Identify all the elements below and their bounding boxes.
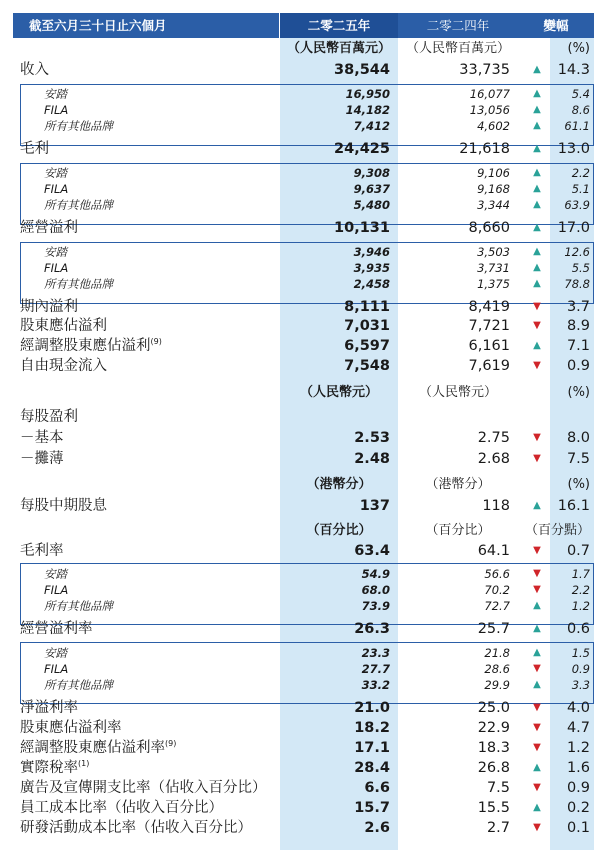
- row-label-text: 每股中期股息: [20, 498, 107, 514]
- triangle-up-icon: ▲: [533, 679, 541, 690]
- triangle-up-icon: ▲: [533, 199, 541, 210]
- value-2024: 7,619: [468, 358, 510, 374]
- row-label-adj_margin: [20, 738, 176, 758]
- row-label-op_margin: [20, 619, 93, 639]
- value-change: 0.9: [566, 358, 590, 374]
- value-2024: 2.68: [477, 451, 510, 467]
- value-2025: 18.2: [354, 720, 390, 736]
- row-label-ad_ratio: [20, 778, 267, 798]
- value-change: 8.0: [566, 430, 590, 446]
- table-row: [0, 541, 602, 561]
- triangle-down-icon: ▼: [533, 360, 541, 371]
- triangle-down-icon: ▼: [533, 722, 541, 733]
- row-label-text: 員工成本比率（佔收入百分比）: [20, 800, 223, 816]
- value-2024: 7,721: [468, 318, 510, 334]
- triangle-down-icon: ▼: [533, 584, 541, 595]
- triangle-up-icon: ▲: [533, 647, 541, 658]
- unit-row-percent: [0, 521, 602, 541]
- triangle-up-icon: ▲: [533, 104, 541, 115]
- triangle-up-icon: ▲: [533, 143, 541, 154]
- value-2024: 70.2: [484, 583, 510, 597]
- value-change: 0.7: [566, 543, 590, 559]
- unit-2025: （百分比）: [306, 523, 372, 538]
- header-change: 變幅: [518, 13, 594, 38]
- value-2025: 21.0: [354, 700, 390, 716]
- row-label-text: 每股盈利: [20, 409, 78, 425]
- triangle-down-icon: ▼: [533, 545, 541, 556]
- triangle-down-icon: ▼: [533, 320, 541, 331]
- row-label-text: 股東應佔溢利率: [20, 720, 122, 736]
- value-2025: 16,950: [345, 87, 390, 101]
- row-label-text: 股東應佔溢利: [20, 318, 107, 334]
- row-label-gp_margin: [20, 541, 64, 561]
- row-label-eps_diluted: [20, 449, 64, 469]
- value-2025: 3,946: [353, 245, 390, 259]
- unit-2025: （港幣分）: [306, 477, 372, 492]
- unit-2024: （人民幣百萬元）: [405, 41, 510, 56]
- row-label-text: 所有其他品牌: [44, 277, 113, 291]
- table-row: [0, 818, 602, 838]
- table-row: [0, 102, 602, 118]
- value-2025: 38,544: [334, 62, 390, 78]
- value-2024: 2.7: [486, 820, 510, 836]
- value-2024: 29.9: [484, 678, 510, 692]
- value-2025: 73.9: [361, 599, 390, 613]
- row-label-revenue_anta: [44, 86, 67, 102]
- value-2025: 2.53: [354, 430, 390, 446]
- value-change: 12.6: [564, 245, 590, 259]
- footnote-ref: (1): [78, 759, 90, 769]
- table-row: [0, 598, 602, 614]
- value-2025: 23.3: [361, 646, 390, 660]
- value-change: 3.3: [571, 678, 590, 692]
- row-label-gross_profit: [20, 139, 49, 159]
- triangle-down-icon: ▼: [533, 742, 541, 753]
- value-change: 7.1: [566, 338, 590, 354]
- value-2025: 14,182: [345, 103, 390, 117]
- table-row: [0, 165, 602, 181]
- value-change: 4.0: [566, 700, 590, 716]
- value-2025: 17.1: [354, 740, 390, 756]
- footnote-ref: (9): [165, 739, 177, 749]
- triangle-up-icon: ▲: [533, 278, 541, 289]
- value-2024: 3,344: [477, 198, 510, 212]
- table-row: [0, 276, 602, 292]
- value-change: 14.3: [557, 62, 590, 78]
- triangle-up-icon: ▲: [533, 183, 541, 194]
- value-change: 1.2: [566, 740, 590, 756]
- row-label-text: 淨溢利率: [20, 700, 78, 716]
- value-change: 63.9: [564, 198, 590, 212]
- row-label-text: 所有其他品牌: [44, 599, 113, 613]
- value-change: 5.4: [571, 87, 590, 101]
- value-2024: 28.6: [484, 662, 510, 676]
- table-row: [0, 244, 602, 260]
- footnote-ref: (9): [150, 337, 162, 347]
- row-label-text: 安踏: [44, 245, 67, 259]
- value-2024: 7.5: [486, 780, 510, 796]
- value-2024: 3,731: [477, 261, 510, 275]
- row-label-text: 實際稅率: [20, 760, 78, 776]
- row-label-text: －基本: [20, 430, 64, 446]
- row-label-opm_anta: [44, 645, 67, 661]
- row-label-adj_profit: [20, 336, 162, 356]
- value-2024: 9,106: [477, 166, 510, 180]
- row-label-eps_basic: [20, 428, 64, 448]
- row-label-text: 安踏: [44, 166, 67, 180]
- unit-2024: （人民幣元）: [418, 385, 497, 400]
- value-2024: 118: [482, 498, 510, 514]
- triangle-down-icon: ▼: [533, 568, 541, 579]
- value-2024: 9,168: [477, 182, 510, 196]
- value-2025: 7,031: [344, 318, 390, 334]
- triangle-up-icon: ▲: [533, 222, 541, 233]
- row-label-opm_other: [44, 677, 113, 693]
- value-2025: 9,308: [353, 166, 390, 180]
- triangle-down-icon: ▼: [533, 702, 541, 713]
- value-change: 78.8: [564, 277, 590, 291]
- table-row: [0, 758, 602, 778]
- value-change: 61.1: [564, 119, 590, 133]
- value-change: 8.9: [566, 318, 590, 334]
- triangle-up-icon: ▲: [533, 600, 541, 611]
- value-change: 0.1: [566, 820, 590, 836]
- unit-2025: （人民幣元）: [299, 385, 378, 400]
- triangle-up-icon: ▲: [533, 262, 541, 273]
- value-change: 3.7: [566, 299, 590, 315]
- unit-2024: （百分比）: [425, 523, 491, 538]
- value-2024: 16,077: [469, 87, 510, 101]
- value-2024: 22.9: [477, 720, 510, 736]
- value-2024: 8,660: [468, 220, 510, 236]
- value-change: 0.6: [566, 621, 590, 637]
- row-label-attrib_profit: [20, 316, 107, 336]
- table-row: [0, 297, 602, 317]
- row-label-text: 研發活動成本比率（佔收入百分比）: [20, 820, 252, 836]
- table-row: [0, 661, 602, 677]
- value-2024: 4,602: [477, 119, 510, 133]
- table-row: [0, 798, 602, 818]
- value-2024: 21.8: [484, 646, 510, 660]
- value-2024: 56.6: [484, 567, 510, 581]
- table-row: [0, 496, 602, 516]
- value-change: 16.1: [557, 498, 590, 514]
- row-label-text: FILA: [44, 583, 69, 597]
- value-2025: 2.48: [354, 451, 390, 467]
- unit-change: (%): [567, 477, 590, 492]
- row-label-tax_rate: [20, 758, 89, 778]
- value-2025: 137: [359, 498, 390, 514]
- row-label-rd_ratio: [20, 818, 252, 838]
- value-change: 0.2: [566, 800, 590, 816]
- row-label-text: 期內溢利: [20, 299, 78, 315]
- unit-change: (%): [567, 385, 590, 400]
- value-2025: 63.4: [354, 543, 390, 559]
- table-row: [0, 718, 602, 738]
- row-label-gpm_fila: [44, 582, 68, 598]
- value-2025: 5,480: [353, 198, 390, 212]
- table-row: [0, 778, 602, 798]
- value-change: 5.1: [571, 182, 590, 196]
- row-label-text: 經調整股東應佔溢利: [20, 338, 151, 354]
- row-label-text: 安踏: [44, 567, 67, 581]
- value-2024: 72.7: [484, 599, 510, 613]
- row-label-eps: [20, 407, 78, 427]
- unit-2025: （人民幣百萬元）: [286, 41, 391, 56]
- unit-2024: （港幣分）: [425, 477, 491, 492]
- value-2024: 21,618: [459, 141, 510, 157]
- value-2024: 25.0: [477, 700, 510, 716]
- triangle-down-icon: ▼: [533, 822, 541, 833]
- row-label-text: 安踏: [44, 646, 67, 660]
- row-label-text: 自由現金流入: [20, 358, 107, 374]
- value-2024: 2.75: [477, 430, 510, 446]
- triangle-down-icon: ▼: [533, 663, 541, 674]
- value-change: 0.9: [571, 662, 590, 676]
- value-2025: 33.2: [361, 678, 390, 692]
- value-2025: 24,425: [334, 141, 390, 157]
- unit-change: （百分點）: [524, 523, 590, 538]
- row-label-interim_div: [20, 496, 107, 516]
- row-label-text: 經調整股東應佔溢利率: [20, 740, 165, 756]
- triangle-down-icon: ▼: [533, 432, 541, 443]
- table-row: [0, 218, 602, 238]
- row-label-revenue_fila: [44, 102, 68, 118]
- table-row: [0, 619, 602, 639]
- table-row: [0, 139, 602, 159]
- value-2024: 33,735: [459, 62, 510, 78]
- row-label-net_margin: [20, 698, 78, 718]
- value-2025: 15.7: [354, 800, 390, 816]
- value-change: 1.5: [571, 646, 590, 660]
- value-2024: 25.7: [477, 621, 510, 637]
- table-row: [0, 407, 602, 427]
- value-change: 1.2: [571, 599, 590, 613]
- triangle-up-icon: ▲: [533, 64, 541, 75]
- value-2025: 6,597: [344, 338, 390, 354]
- value-2024: 6,161: [468, 338, 510, 354]
- table-row: [0, 645, 602, 661]
- value-2024: 15.5: [477, 800, 510, 816]
- value-2025: 26.3: [354, 621, 390, 637]
- table-row: [0, 197, 602, 213]
- row-label-gpm_anta: [44, 566, 67, 582]
- row-label-op_profit: [20, 218, 78, 238]
- triangle-up-icon: ▲: [533, 88, 541, 99]
- value-2024: 13,056: [469, 103, 510, 117]
- value-2024: 18.3: [477, 740, 510, 756]
- row-label-text: FILA: [44, 103, 69, 117]
- row-label-text: 所有其他品牌: [44, 198, 113, 212]
- table-row: [0, 428, 602, 448]
- row-label-text: 毛利: [20, 141, 49, 157]
- value-2025: 2,458: [353, 277, 390, 291]
- value-change: 1.6: [566, 760, 590, 776]
- table-row: [0, 566, 602, 582]
- row-label-staff_ratio: [20, 798, 223, 818]
- table-row: [0, 60, 602, 80]
- row-label-text: 收入: [20, 62, 49, 78]
- row-label-gp_fila: [44, 181, 68, 197]
- value-2025: 27.7: [361, 662, 390, 676]
- triangle-down-icon: ▼: [533, 782, 541, 793]
- row-label-opm_fila: [44, 661, 68, 677]
- triangle-up-icon: ▲: [533, 623, 541, 634]
- value-change: 4.7: [566, 720, 590, 736]
- triangle-up-icon: ▲: [533, 802, 541, 813]
- value-2024: 1,375: [477, 277, 510, 291]
- triangle-up-icon: ▲: [533, 120, 541, 131]
- table-row: [0, 582, 602, 598]
- row-label-op_anta: [44, 244, 67, 260]
- triangle-up-icon: ▲: [533, 340, 541, 351]
- row-label-revenue: [20, 60, 49, 80]
- value-change: 8.6: [571, 103, 590, 117]
- table-row: [0, 316, 602, 336]
- value-change: 17.0: [557, 220, 590, 236]
- value-2024: 8,419: [468, 299, 510, 315]
- triangle-up-icon: ▲: [533, 167, 541, 178]
- table-row: [0, 677, 602, 693]
- row-label-period_profit: [20, 297, 78, 317]
- value-change: 7.5: [566, 451, 590, 467]
- value-change: 1.7: [571, 567, 590, 581]
- row-label-text: 所有其他品牌: [44, 119, 113, 133]
- row-label-gp_anta: [44, 165, 67, 181]
- value-2025: 6.6: [364, 780, 390, 796]
- value-2025: 10,131: [334, 220, 390, 236]
- row-label-gp_other: [44, 197, 113, 213]
- value-2025: 3,935: [353, 261, 390, 275]
- row-label-gpm_other: [44, 598, 113, 614]
- value-2025: 54.9: [361, 567, 390, 581]
- table-row: [0, 698, 602, 718]
- row-label-text: －攤薄: [20, 451, 64, 467]
- unit-row-rmb: [0, 383, 602, 403]
- value-2025: 68.0: [361, 583, 390, 597]
- row-label-fcf: [20, 356, 107, 376]
- value-change: 13.0: [557, 141, 590, 157]
- value-2025: 7,412: [353, 119, 390, 133]
- triangle-up-icon: ▲: [533, 762, 541, 773]
- table-row: [0, 356, 602, 376]
- row-label-text: 經營溢利率: [20, 621, 93, 637]
- unit-row-rmb_million: [0, 39, 602, 59]
- table-row: [0, 260, 602, 276]
- row-label-op_fila: [44, 260, 68, 276]
- unit-change: (%): [567, 41, 590, 56]
- value-2024: 26.8: [477, 760, 510, 776]
- table-row: [0, 449, 602, 469]
- row-label-text: FILA: [44, 182, 69, 196]
- header-period-label: 截至六月三十日止六個月: [13, 13, 279, 38]
- row-label-revenue_other: [44, 118, 113, 134]
- triangle-up-icon: ▲: [533, 500, 541, 511]
- value-change: 0.9: [566, 780, 590, 796]
- row-label-text: FILA: [44, 261, 69, 275]
- row-label-text: 所有其他品牌: [44, 678, 113, 692]
- row-label-text: 毛利率: [20, 543, 64, 559]
- value-2025: 7,548: [344, 358, 390, 374]
- triangle-down-icon: ▼: [533, 453, 541, 464]
- triangle-down-icon: ▼: [533, 301, 541, 312]
- value-2024: 64.1: [477, 543, 510, 559]
- table-row: [0, 336, 602, 356]
- row-label-attrib_margin: [20, 718, 122, 738]
- row-label-text: FILA: [44, 662, 69, 676]
- row-label-text: 經營溢利: [20, 220, 78, 236]
- value-change: 5.5: [571, 261, 590, 275]
- row-label-text: 安踏: [44, 87, 67, 101]
- value-change: 2.2: [571, 166, 590, 180]
- row-label-text: 廣告及宣傳開支比率（佔收入百分比）: [20, 780, 267, 796]
- value-2025: 8,111: [344, 299, 390, 315]
- value-2024: 3,503: [477, 245, 510, 259]
- value-2025: 9,637: [353, 182, 390, 196]
- header-year-2024: 二零二四年: [398, 13, 518, 38]
- value-2025: 2.6: [364, 820, 390, 836]
- header-year-2025: 二零二五年: [280, 13, 398, 38]
- value-change: 2.2: [571, 583, 590, 597]
- table-row: [0, 86, 602, 102]
- table-row: [0, 738, 602, 758]
- row-label-op_other: [44, 276, 113, 292]
- table-row: [0, 118, 602, 134]
- triangle-up-icon: ▲: [533, 246, 541, 257]
- value-2025: 28.4: [354, 760, 390, 776]
- unit-row-hk_cents: [0, 475, 602, 495]
- table-row: [0, 181, 602, 197]
